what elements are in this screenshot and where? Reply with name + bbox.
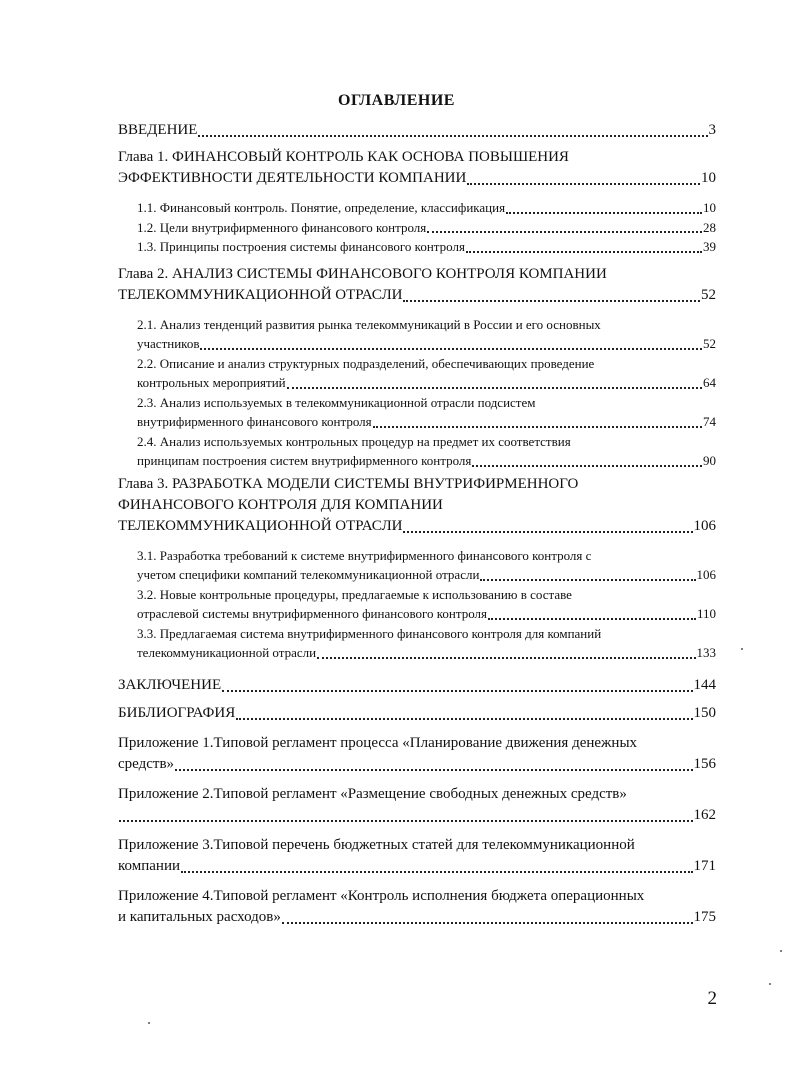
leader-dots	[317, 657, 695, 659]
toc-page-number: 74	[703, 414, 716, 429]
leader-dots	[200, 348, 702, 350]
leader-dots	[427, 231, 702, 233]
toc-entry-section-3-3[interactable]	[137, 624, 716, 663]
leader-dots	[236, 718, 692, 720]
leader-dots	[282, 922, 693, 924]
toc-entry-title: ВВЕДЕНИЕ	[118, 122, 198, 138]
toc-entry-title-line-2: ТЕЛЕКОММУНИКАЦИОННОЙ ОТРАСЛИ	[118, 286, 403, 303]
toc-entry-chapter-2[interactable]	[118, 264, 716, 306]
leader-dots	[119, 820, 693, 822]
toc-page-number: 106	[693, 517, 716, 534]
toc-entry-title-line-2: и капитальных расходов»	[118, 908, 281, 925]
toc-entry-title-line-1: Глава 1. ФИНАНСОВЫЙ КОНТРОЛЬ КАК ОСНОВА ПОВЫШЕНИЯ	[118, 149, 569, 165]
toc-entry-title: БИБЛИОГРАФИЯ	[118, 704, 236, 721]
toc-entry-chapter-3[interactable]	[118, 474, 716, 537]
toc-page-number: 10	[701, 170, 716, 186]
toc-entry-section-2-4[interactable]	[137, 432, 716, 471]
toc-entry-title: 1.3. Принципы построения системы финансового контроля	[137, 239, 465, 254]
toc-page-number: 150	[693, 704, 716, 721]
leader-dots	[373, 426, 702, 428]
toc-entry-title-line-1: Приложение 1.Типовой регламент процесса «Планирование движения денежных	[118, 734, 638, 751]
toc-entry-appendix-2[interactable]	[118, 784, 716, 826]
leader-dots	[403, 531, 692, 533]
toc-entry-appendix-4[interactable]	[118, 886, 716, 928]
scan-speck	[780, 950, 782, 952]
scan-speck	[741, 648, 743, 650]
toc-page-number: 133	[696, 645, 716, 660]
toc-entry-bibliography[interactable]	[118, 703, 716, 724]
toc-entry-title-line-1: Глава 2. АНАЛИЗ СИСТЕМЫ ФИНАНСОВОГО КОНТРОЛЯ КОМПАНИИ	[118, 265, 607, 282]
leader-dots	[175, 769, 692, 771]
toc-entry-title-line-1: Глава 3. РАЗРАБОТКА МОДЕЛИ СИСТЕМЫ ВНУТРИФИРМЕННОГО	[118, 475, 579, 492]
leader-dots	[466, 251, 702, 253]
toc-entry-appendix-1[interactable]	[118, 733, 716, 775]
toc-entry-title-line-1: Приложение 2.Типовой регламент «Размещение свободных денежных средств»	[118, 785, 627, 802]
toc-entry-title-line-1: 2.1. Анализ тенденций развития рынка телекоммуникаций в России и его основных	[137, 316, 601, 332]
toc-page-number: 171	[693, 857, 716, 874]
toc-entry-title-line-2: контрольных мероприятий	[137, 375, 286, 390]
toc-entry-conclusion[interactable]	[118, 675, 716, 696]
leader-dots	[222, 690, 692, 692]
leader-dots	[506, 212, 702, 214]
toc-entry-section-2-3[interactable]	[137, 393, 716, 432]
toc-entry-title-line-2: ЭФФЕКТИВНОСТИ ДЕЯТЕЛЬНОСТИ КОМПАНИИ	[118, 170, 467, 186]
toc-page-number: 10	[703, 200, 716, 215]
toc-entry-title-line-1: 3.3. Предлагаемая система внутрифирменного финансового контроля для компаний	[137, 625, 602, 641]
toc-entry-section-1-3[interactable]	[137, 237, 716, 257]
scan-speck	[148, 1022, 150, 1024]
toc-page-number: 156	[693, 755, 716, 772]
toc-entry-title-line-1: 3.1. Разработка требований к системе внутрифирменного финансового контроля с	[137, 547, 592, 563]
leader-dots	[472, 465, 702, 467]
toc-page-number: 39	[703, 239, 716, 254]
toc-entry-title: 1.2. Цели внутрифирменного финансового контроля	[137, 219, 427, 235]
toc-page-number: 162	[693, 806, 716, 823]
toc-entry-section-2-1[interactable]	[137, 315, 716, 354]
toc-page-number: 175	[693, 908, 716, 925]
toc-entry-title: 1.1. Финансовый контроль. Понятие, определение, классификация	[137, 200, 506, 215]
toc-entry-title-line-3: ТЕЛЕКОММУНИКАЦИОННОЙ ОТРАСЛИ	[118, 517, 403, 534]
toc-entry-title-line-1: 2.2. Описание и анализ структурных подразделений, обеспечивающих проведение	[137, 355, 595, 371]
toc-entry-title-line-1: Приложение 4.Типовой регламент «Контроль исполнения бюджета операционных	[118, 887, 645, 904]
toc-page-number: 52	[701, 286, 716, 303]
leader-dots	[287, 387, 702, 389]
toc-entry-section-3-2[interactable]	[137, 585, 716, 624]
toc-entry-title-line-2: телекоммуникационной отрасли	[137, 645, 317, 660]
toc-entry-section-1-2[interactable]	[137, 218, 716, 238]
toc-entry-title-line-1: 2.4. Анализ используемых контрольных процедур на предмет их соответствия	[137, 433, 571, 449]
toc-page-number: 52	[703, 336, 716, 351]
toc-entry-title-line-2: внутрифирменного финансового контроля	[137, 414, 372, 429]
toc-entry-appendix-3[interactable]	[118, 835, 716, 877]
toc-entry-chapter-1[interactable]	[118, 147, 716, 189]
toc-entry-title-line-2: принципам построения систем внутрифирменного контроля	[137, 453, 472, 468]
toc-page-number: 110	[696, 606, 716, 621]
leader-dots	[181, 871, 693, 873]
leader-dots	[480, 579, 695, 581]
toc-entry-title-line-2: компании	[118, 857, 180, 874]
toc-page-number: 3	[708, 122, 716, 138]
toc-page-number: 28	[703, 219, 716, 235]
page-title: ОГЛАВЛЕНИЕ	[338, 92, 455, 109]
toc-entry-title-line-2: участников	[137, 336, 200, 351]
toc-page-number: 64	[703, 375, 716, 390]
toc-entry-introduction[interactable]	[118, 120, 716, 141]
toc-entry-title-line-1: 3.2. Новые контрольные процедуры, предлагаемые к использованию в составе	[137, 586, 572, 602]
toc-entry-title-line-2: учетом специфики компаний телекоммуникационной отрасли	[137, 567, 480, 582]
table-of-contents	[118, 120, 716, 928]
toc-page-number: 90	[703, 453, 716, 468]
leader-dots	[198, 135, 707, 137]
leader-dots	[403, 300, 700, 302]
scan-speck	[769, 983, 771, 985]
toc-entry-title-line-2: отраслевой системы внутрифирменного финансового контроля	[137, 606, 488, 621]
page-number: 2	[707, 988, 717, 1009]
toc-entry-section-3-1[interactable]	[137, 546, 716, 585]
toc-entry-title-line-1: Приложение 3.Типовой перечень бюджетных статей для телекоммуникационной	[118, 836, 635, 853]
toc-page-number: 106	[696, 567, 716, 582]
toc-entry-title: ЗАКЛЮЧЕНИЕ	[118, 676, 222, 693]
toc-entry-section-2-2[interactable]	[137, 354, 716, 393]
toc-entry-title-line-2: ФИНАНСОВОГО КОНТРОЛЯ ДЛЯ КОМПАНИИ	[118, 496, 443, 513]
toc-entry-title-line-1: 2.3. Анализ используемых в телекоммуникационной отрасли подсистем	[137, 394, 536, 410]
toc-entry-title-line-2: средств»	[118, 755, 175, 772]
leader-dots	[467, 183, 700, 185]
toc-page-number: 144	[693, 676, 716, 693]
leader-dots	[488, 618, 696, 620]
toc-entry-section-1-1[interactable]	[137, 198, 716, 218]
